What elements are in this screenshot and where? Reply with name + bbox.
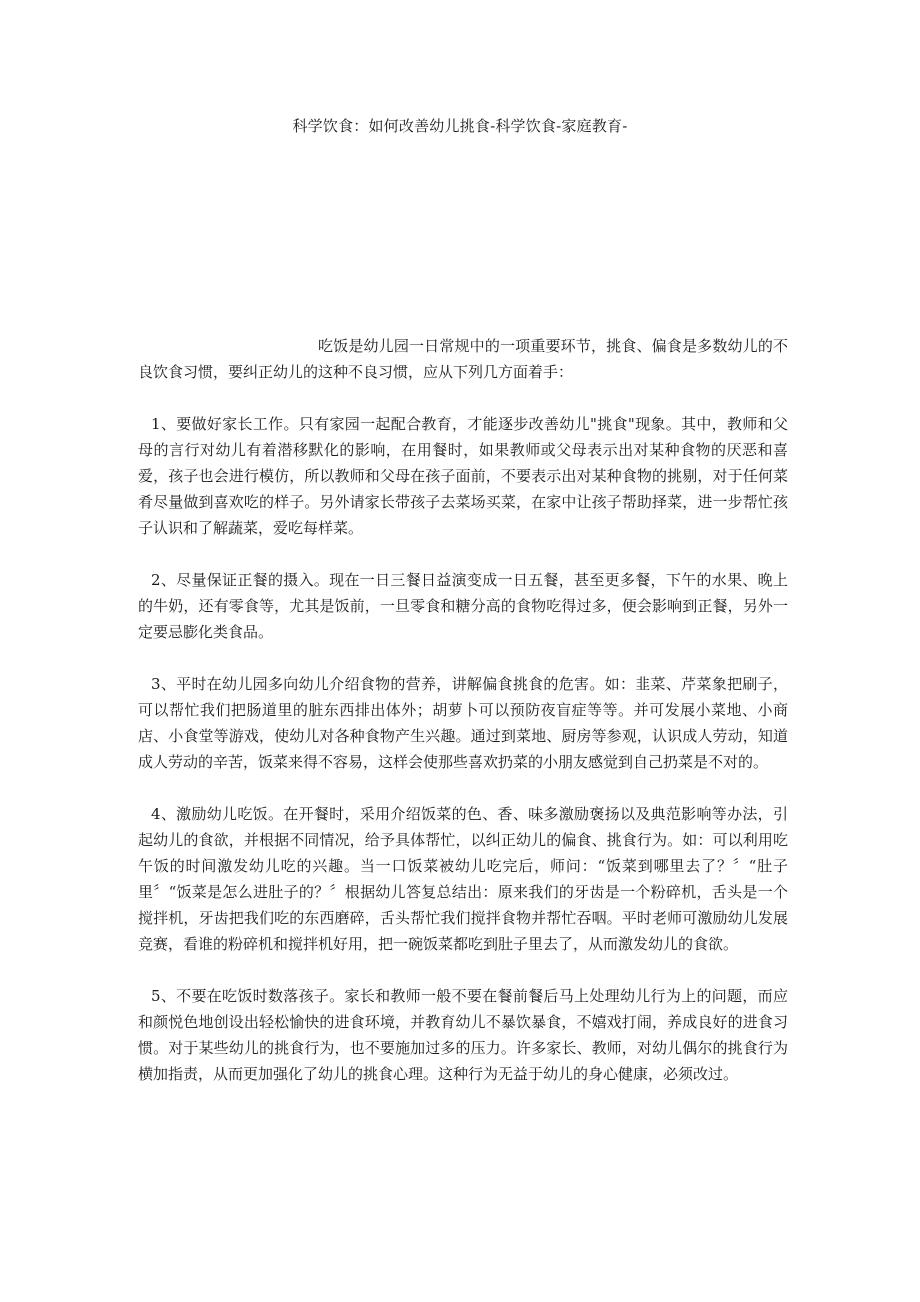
paragraph-3: 3、平时在幼儿园多向幼儿介绍食物的营养，讲解偏食挑食的危害。如：韭菜、芹菜象把刷子，可以帮忙我们把肠道里的脏东西排出体外；胡萝卜可以预防夜盲症等等。并可发展小菜地、小商店、小食堂等游戏，使幼儿对各种食物产生兴趣。通过到菜地、厨房等参观，认识成人劳动，知道成人劳动的辛苦，饭菜来得不容易，这样会使那些喜欢扔菜的小朋友感觉到自己扔菜是不对的。: [138, 675, 788, 771]
paragraph-5: 5、不要在吃饭时数落孩子。家长和教师一般不要在餐前餐后马上处理幼儿行为上的问题，而应和颜悦色地创设出轻松愉快的进食环境，并教育幼儿不暴饮暴食，不嬉戏打闹，养成良好的进食习惯。对于某些幼儿的挑食行为，也不要施加过多的压力。许多家长、教师，对幼儿偶尔的挑食行为横加指责，从而更加强化了幼儿的挑食心理。这种行为无益于幼儿的身心健康，必须改过。: [138, 987, 788, 1083]
intro-paragraph: 吃饭是幼儿园一日常规中的一项重要环节，挑食、偏食是多数幼儿的不良饮食习惯，要纠正幼儿的这种不良习惯，应从下列几方面着手：: [138, 337, 788, 381]
document-body: [138, 333, 788, 1113]
paragraph-1: 1、要做好家长工作。只有家园一起配合教育，才能逐步改善幼儿"挑食"现象。其中，教师和父母的言行对幼儿有着潜移默化的影响，在用餐时，如果教师或父母表示出对某种食物的厌恶和喜爱，孩子也会进行模仿，所以教师和父母在孩子面前，不要表示出对某种食物的挑剔，对于任何菜肴尽量做到喜欢吃的样子。另外请家长带孩子去菜场买菜，在家中让孩子帮助择菜，进一步帮忙孩子认识和了解蔬菜，爱吃每样菜。: [138, 415, 788, 537]
paragraph-4: 4、激励幼儿吃饭。在开餐时，采用介绍饭菜的色、香、味多激励褒扬以及典范影响等办法，引起幼儿的食欲，并根据不同情况，给予具体帮忙，以纠正幼儿的偏食、挑食行为。如：可以利用吃午饭的时间激发幼儿吃的兴趣。当一口饭菜被幼儿吃完后，师问：“饭菜到哪里去了？〞“肚子里〞“饭菜是怎么进肚子的？〞根据幼儿答复总结出：原来我们的牙齿是一个粉碎机，舌头是一个搅拌机，牙齿把我们吃的东西磨碎，舌头帮忙我们搅拌食物并帮忙吞咽。平时老师可激励幼儿发展竞赛，看谁的粉碎机和搅拌机好用，把一碗饭菜都吃到肚子里去了，从而激发幼儿的食欲。: [138, 805, 788, 953]
paragraph-2: 2、尽量保证正餐的摄入。现在一日三餐日益演变成一日五餐，甚至更多餐，下午的水果、晚上的牛奶，还有零食等，尤其是饭前，一旦零食和糖分高的食物吃得过多，便会影响到正餐，另外一定要忌膨化类食品。: [138, 571, 788, 641]
document-title: 科学饮食：如何改善幼儿挑食-科学饮食-家庭教育-: [292, 117, 628, 135]
